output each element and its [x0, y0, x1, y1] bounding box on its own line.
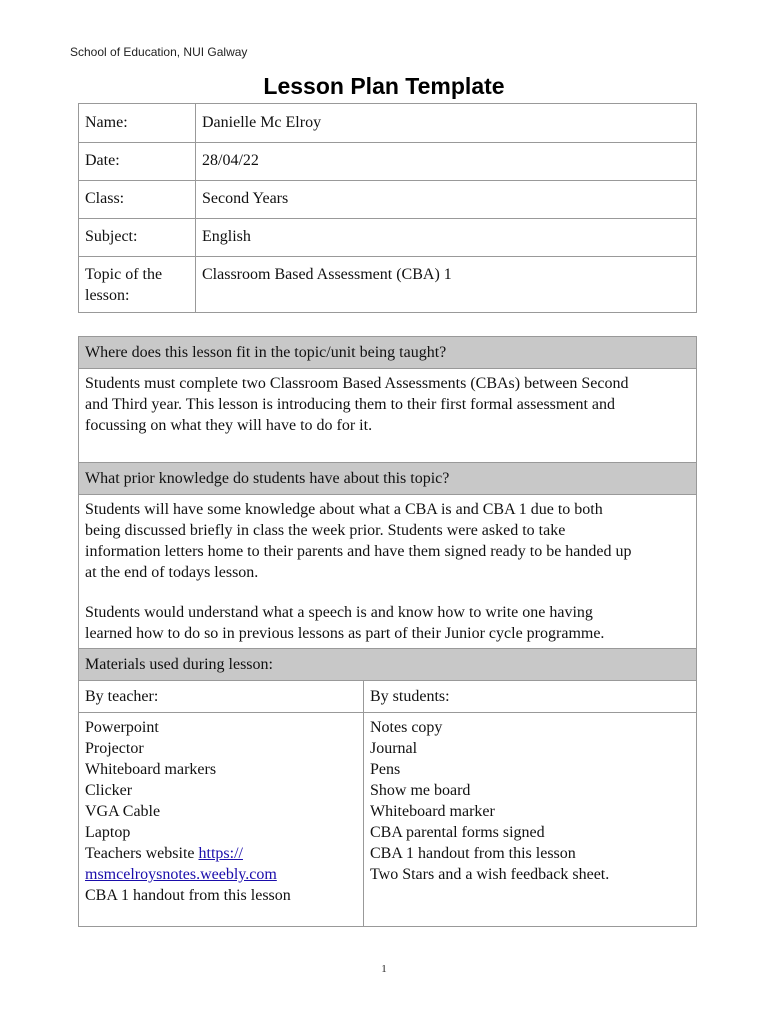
- info-label: Date:: [79, 143, 196, 181]
- list-item: Laptop: [85, 824, 131, 841]
- list-item: Whiteboard markers: [85, 761, 217, 778]
- list-item: CBA 1 handout from this lesson: [85, 887, 291, 904]
- website-link[interactable]: msmcelroysnotes.weebly.com: [85, 866, 277, 883]
- text-line: Students must complete two Classroom Based Assessments (CBAs) between Second: [85, 375, 629, 392]
- website-link[interactable]: https://: [198, 845, 243, 862]
- info-label: Class:: [79, 181, 196, 219]
- list-item: Show me board: [370, 782, 471, 799]
- lesson-details-table: [78, 336, 697, 927]
- list-item: Notes copy: [370, 719, 443, 736]
- by-students-heading: By students:: [364, 681, 697, 713]
- paragraph-gap: [85, 583, 690, 602]
- text-line: information letters home to their parents and have them signed ready to be handed up: [85, 543, 632, 560]
- list-item: Journal: [370, 740, 418, 757]
- materials-heading: Materials used during lesson:: [79, 649, 697, 681]
- prior-knowledge-heading: What prior knowledge do students have about this topic?: [79, 463, 697, 495]
- list-item: CBA parental forms signed: [370, 824, 545, 841]
- info-label-line: lesson:: [85, 287, 130, 304]
- fit-body: [79, 369, 697, 463]
- lesson-info-table: [78, 103, 697, 313]
- info-row-topic: [79, 257, 697, 313]
- info-value: Classroom Based Assessment (CBA) 1: [196, 257, 697, 313]
- text-line: and Third year. This lesson is introducing them to their first formal assessment and: [85, 396, 615, 413]
- prior-knowledge-body: [79, 495, 697, 649]
- website-prefix: Teachers website: [85, 845, 199, 862]
- info-value: Danielle Mc Elroy: [196, 104, 697, 143]
- institution-header: School of Education, NUI Galway: [70, 45, 248, 59]
- info-value: English: [196, 219, 697, 257]
- student-materials-list: [364, 713, 697, 927]
- info-row-class: [79, 181, 697, 219]
- list-item: Pens: [370, 761, 401, 778]
- by-teacher-heading: By teacher:: [79, 681, 364, 713]
- info-value: Second Years: [196, 181, 697, 219]
- info-row-name: [79, 104, 697, 143]
- list-item: Two Stars and a wish feedback sheet.: [370, 866, 610, 883]
- fit-heading: Where does this lesson fit in the topic/unit being taught?: [79, 337, 697, 369]
- list-item: CBA 1 handout from this lesson: [370, 845, 576, 862]
- info-label-line: Topic of the: [85, 266, 163, 283]
- info-label: Subject:: [79, 219, 196, 257]
- list-item: Clicker: [85, 782, 133, 799]
- info-row-date: [79, 143, 697, 181]
- info-label: Name:: [79, 104, 196, 143]
- list-item: Powerpoint: [85, 719, 159, 736]
- info-row-subject: [79, 219, 697, 257]
- text-line: focussing on what they will have to do for it.: [85, 417, 373, 434]
- text-line: being discussed briefly in class the week prior. Students were asked to take: [85, 522, 566, 539]
- page-number: 1: [381, 963, 387, 975]
- text-line: at the end of todays lesson.: [85, 564, 259, 581]
- text-line: Students will have some knowledge about what a CBA is and CBA 1 due to both: [85, 501, 603, 518]
- teacher-materials-list: [79, 713, 364, 927]
- list-item: Projector: [85, 740, 144, 757]
- text-line: learned how to do so in previous lessons as part of their Junior cycle programme.: [85, 625, 605, 642]
- list-item: VGA Cable: [85, 803, 161, 820]
- list-item: [85, 843, 357, 864]
- info-label: [79, 257, 196, 313]
- text-line: Students would understand what a speech is and know how to write one having: [85, 604, 593, 621]
- document-title: Lesson Plan Template: [263, 73, 505, 99]
- list-item: Whiteboard marker: [370, 803, 495, 820]
- info-value: 28/04/22: [196, 143, 697, 181]
